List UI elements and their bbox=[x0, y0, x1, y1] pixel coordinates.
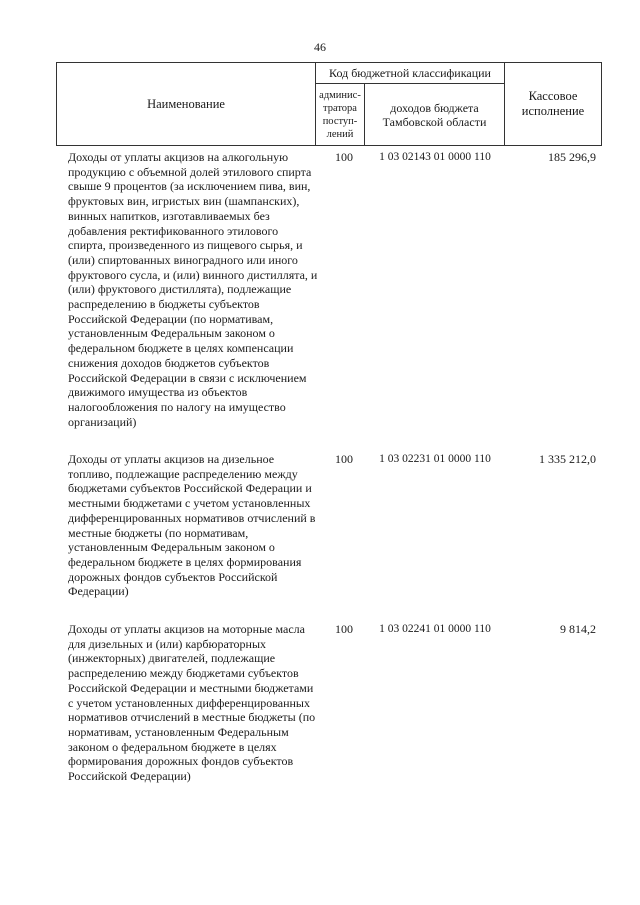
row-budget-code: 1 03 02231 01 0000 110 bbox=[379, 453, 491, 465]
header-code-group bbox=[315, 62, 505, 84]
row-admin-code: 100 bbox=[335, 622, 353, 636]
row-name: Доходы от уплаты акцизов на дизельное топливо, подлежащие распределению между бюджетами субъектов Российской Федерации и местными бюджетами с учетом установленных дифференцированных нормативов отчислений в местные бюджеты (по нормативам, установленным Федеральным законом о федеральном бюджете в целях формирования дорожных фондов субъектов Российской Федерации) bbox=[68, 452, 316, 599]
row-admin-code: 100 bbox=[335, 150, 353, 164]
header-name bbox=[56, 62, 316, 146]
header-admin-label: админис- тратора поступ- лений bbox=[319, 89, 361, 140]
row-budget-code: 1 03 02143 01 0000 110 bbox=[379, 151, 491, 163]
row-amount: 9 814,2 bbox=[560, 622, 596, 636]
row-name: Доходы от уплаты акцизов на алкогольную продукцию с объемной долей этилового спирта свыше 9 процентов (за исключением пива, вин, фруктовых вин, игристых вин (шампанских), винных напитков, изготавливаемых без добавления ректификованного этилового спирта, произведенного из пищевого сырья, и (или) спиртованных виноградного или иного фруктового сусла, и (или) винного дистиллята, и (или) фруктового дистиллята), подлежащие распределению в бюджеты субъектов Российской Федерации (по нормативам, установленным Федеральным законом о федеральном бюджете в целях компенсации снижения доходов бюджетов субъектов Российской Федерации в связи с исключением движимого имущества из объектов налогообложения по налогу на имущество организаций) bbox=[68, 150, 318, 429]
row-admin-code: 100 bbox=[335, 452, 353, 466]
header-execution-label: Кассовое исполнение bbox=[521, 89, 585, 118]
row-amount: 1 335 212,0 bbox=[539, 452, 596, 466]
header-admin bbox=[315, 83, 365, 146]
header-revenue bbox=[364, 83, 505, 146]
header-name-label: Наименование bbox=[147, 96, 225, 111]
header-code-group-label: Код бюджетной классификации bbox=[329, 65, 491, 80]
row-amount: 185 296,9 bbox=[548, 150, 596, 164]
page-number: 46 bbox=[314, 40, 326, 54]
header-execution bbox=[504, 62, 602, 146]
row-name: Доходы от уплаты акцизов на моторные масла для дизельных и (или) карбюраторных (инжекторных) двигателей, подлежащие распределению между бюджетами субъектов Российской Федерации и местными бюджетами с учетом установленных дифференцированных нормативов отчислений в местные бюджеты (по нормативам, установленным Федеральным законом о федеральном бюджете в целях формирования дорожных фондов субъектов Российской Федерации) bbox=[68, 622, 316, 784]
header-revenue-label: доходов бюджета Тамбовской области bbox=[382, 100, 487, 129]
row-budget-code: 1 03 02241 01 0000 110 bbox=[379, 623, 491, 635]
